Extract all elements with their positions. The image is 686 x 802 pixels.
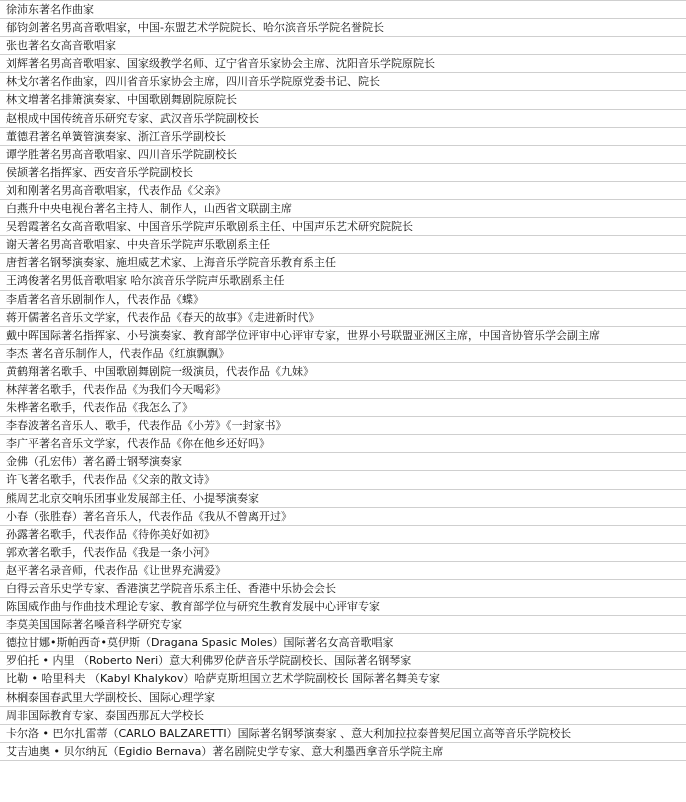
person-name: 徐沛东 bbox=[6, 3, 39, 16]
person-name: 郭欢 bbox=[6, 545, 28, 559]
person-description: 著名爵士钢琴演奏家 bbox=[83, 455, 182, 469]
person-description: 著名排箫演奏家、中国歌剧舞剧院原院长 bbox=[39, 93, 237, 107]
table-row bbox=[0, 417, 686, 435]
table-row bbox=[0, 363, 686, 381]
person-name: 李莫 bbox=[6, 618, 28, 632]
person-description: 著名剧院史学专家、意大利墨西拿音乐学院主席 bbox=[212, 744, 444, 758]
table-row bbox=[0, 345, 686, 363]
person-name: 艾吉迪奥 • 贝尔纳瓦（Egidio Bernava） bbox=[6, 744, 213, 758]
person-description: 著名男高音歌唱家，代表作品《父亲》 bbox=[39, 183, 226, 197]
person-name: 熊周艺 bbox=[6, 491, 39, 505]
person-description: 著名歌手，代表作品《我怎么了》 bbox=[28, 401, 193, 415]
person-description: 著名音乐制作人，代表作品《红旗飘飘》 bbox=[28, 346, 230, 360]
person-description: 中国传统音乐研究专家、武汉音乐学院副校长 bbox=[39, 111, 259, 125]
table-row bbox=[0, 562, 686, 580]
person-description: 国际教育专家、泰国西那瓦大学校长 bbox=[28, 708, 204, 722]
table-row bbox=[0, 634, 686, 652]
person-name: 小春（张胜春） bbox=[6, 509, 83, 523]
person-description: 著名男高音歌唱家、国家级教学名师、辽宁省音乐家协会主席、沈阳音乐学院原院长 bbox=[28, 57, 435, 71]
person-description: 美国国际著名嗓音科学研究专家 bbox=[28, 618, 182, 632]
person-description: 泰国春武里大学副校长、国际心理学家 bbox=[28, 690, 215, 704]
person-description: 著名男高音歌唱家，中国-东盟艺术学院院长、哈尔滨音乐学院名誉院长 bbox=[39, 21, 384, 35]
person-description: 著名钢琴演奏家、施坦威艺术家、上海音乐学院音乐教育系主任 bbox=[28, 256, 336, 270]
person-description: 著名作曲家，四川省音乐家协会主席，四川音乐学院原党委书记、院长 bbox=[39, 75, 380, 89]
person-description: 著名男高音歌唱家、四川音乐学院副校长 bbox=[39, 147, 237, 161]
table-row bbox=[0, 399, 686, 417]
table-row bbox=[0, 725, 686, 743]
person-name: 吴碧霞 bbox=[6, 220, 39, 234]
table-row bbox=[0, 670, 686, 688]
table-row bbox=[0, 73, 686, 91]
person-description: 意大利佛罗伦萨音乐学院副校长、国际著名钢琴家 bbox=[169, 654, 412, 668]
table-row bbox=[0, 218, 686, 236]
person-description: 著名音乐文学家，代表作品《你在他乡还好吗》 bbox=[39, 437, 270, 451]
person-description: 著名指挥家、西安音乐学院副校长 bbox=[28, 165, 193, 179]
table-row bbox=[0, 327, 686, 345]
table-row bbox=[0, 544, 686, 562]
person-name: 许飞 bbox=[6, 473, 28, 487]
person-description: 作曲与作曲技术理论专家、教育部学位与研究生教育发展中心评审专家 bbox=[39, 600, 380, 614]
person-description: 著名歌手、中国歌剧舞剧院一级演员，代表作品《九妹》 bbox=[39, 364, 314, 378]
person-description: 著名女高音歌唱家、中国音乐学院声乐歌剧系主任、中国声乐艺术研究院院长 bbox=[39, 220, 413, 234]
person-name: 孙露 bbox=[6, 527, 28, 541]
person-description: 著名音乐人、歌手，代表作品《小芳》《一封家书》 bbox=[39, 419, 287, 433]
table-row bbox=[0, 236, 686, 254]
person-description: 著名音乐人，代表作品《我从不曾离开过》 bbox=[83, 509, 292, 523]
person-name: 林榈 bbox=[6, 690, 28, 704]
person-description: 著名音乐文学家，代表作品《春天的故事》《走进新时代》 bbox=[39, 310, 320, 324]
person-name: 金佛（孔宏伟） bbox=[6, 455, 83, 469]
table-row bbox=[0, 580, 686, 598]
person-name: 白燕升 bbox=[6, 202, 39, 216]
table-row bbox=[0, 490, 686, 508]
person-description: 哈萨克斯坦国立艺术学院副校长 国际著名舞美专家 bbox=[194, 672, 440, 686]
person-name: 比勒 • 哈里科夫 （Kabyl Khalykov） bbox=[6, 672, 195, 686]
table-row bbox=[0, 526, 686, 544]
table-row bbox=[0, 254, 686, 272]
table-row bbox=[0, 291, 686, 309]
person-name: 刘和刚 bbox=[6, 183, 39, 197]
person-description: 著名男高音歌唱家、中央音乐学院声乐歌剧系主任 bbox=[28, 238, 270, 252]
table-row bbox=[0, 37, 686, 55]
person-description: 北京交响乐团事业发展部主任、小提琴演奏家 bbox=[39, 491, 259, 505]
person-name: 谢天 bbox=[6, 238, 28, 252]
person-description: 中央电视台著名主持人、制作人，山西省文联副主席 bbox=[39, 202, 292, 216]
person-name: 陈国威 bbox=[6, 600, 39, 614]
person-name: 侯颉 bbox=[6, 165, 28, 179]
person-description: 著名音乐剧制作人，代表作品《蝶》 bbox=[28, 292, 204, 306]
table-row bbox=[0, 652, 686, 670]
person-name: 刘辉 bbox=[6, 57, 28, 71]
person-description: 著名女高音歌唱家 bbox=[28, 39, 116, 53]
person-name: 卡尔洛 • 巴尔扎雷蒂（CARLO BALZARETTI） bbox=[6, 726, 238, 740]
table-row bbox=[0, 508, 686, 526]
person-description: 国际著名钢琴演奏家 、意大利加拉拉泰普契尼国立高等音乐学院校长 bbox=[237, 726, 572, 740]
table-row bbox=[0, 381, 686, 399]
table-row bbox=[0, 19, 686, 37]
table-row bbox=[0, 453, 686, 471]
person-name: 白得云 bbox=[6, 582, 39, 595]
person-name: 黄鹤翔 bbox=[6, 364, 39, 378]
person-name: 林萍 bbox=[6, 382, 28, 396]
person-name: 林文增 bbox=[6, 93, 39, 107]
person-name: 罗伯托 • 内里 （Roberto Neri） bbox=[6, 654, 170, 668]
person-description: 国际著名女高音歌唱家 bbox=[283, 636, 394, 650]
table-row bbox=[0, 689, 686, 707]
person-description: 著名单簧管演奏家、浙江音乐学副校长 bbox=[39, 129, 226, 143]
person-name: 李春波 bbox=[6, 419, 39, 433]
person-name: 唐哲 bbox=[6, 256, 28, 270]
table-row bbox=[0, 200, 686, 218]
person-name: 董德君 bbox=[6, 129, 39, 143]
person-name: 戴中晖 bbox=[6, 328, 39, 342]
person-description: 著名歌手，代表作品《待你美好如初》 bbox=[28, 527, 215, 541]
person-description: 著名录音师，代表作品《让世界充满爱》 bbox=[28, 563, 226, 577]
person-description: 著名作曲家 bbox=[39, 3, 94, 16]
person-name: 王鸿俊 bbox=[6, 274, 39, 288]
person-name: 李盾 bbox=[6, 292, 28, 306]
person-description: 音乐史学专家、香港演艺学院音乐系主任、香港中乐协会会长 bbox=[39, 582, 336, 595]
person-name: 赵平 bbox=[6, 563, 28, 577]
table-row bbox=[0, 471, 686, 489]
person-name: 李杰 bbox=[6, 346, 28, 360]
table-row bbox=[0, 182, 686, 200]
table-row bbox=[0, 128, 686, 146]
table-row bbox=[0, 598, 686, 616]
person-name: 郁钧剑 bbox=[6, 21, 39, 35]
table-row bbox=[0, 309, 686, 327]
person-description: 著名歌手，代表作品《父亲的散文诗》 bbox=[28, 473, 215, 487]
table-row bbox=[0, 1, 686, 19]
person-name: 林戈尔 bbox=[6, 75, 39, 89]
person-name: 周非 bbox=[6, 708, 28, 722]
table-row bbox=[0, 55, 686, 73]
person-description: 著名男低音歌唱家 哈尔滨音乐学院声乐歌剧系主任 bbox=[39, 274, 285, 288]
person-name: 赵根成 bbox=[6, 111, 39, 125]
person-name: 德拉甘娜•斯帕西奇•莫伊斯（Dragana Spasic Moles） bbox=[6, 636, 284, 650]
table-row bbox=[0, 110, 686, 128]
person-name: 蒋开儒 bbox=[6, 310, 39, 324]
table-row bbox=[0, 743, 686, 761]
table-row bbox=[0, 707, 686, 725]
person-description: 国际著名指挥家、小号演奏家、教育部学位评审中心评审专家，世界小号联盟亚洲区主席，中国音协管乐学会副主席 bbox=[39, 328, 600, 342]
table-row bbox=[0, 146, 686, 164]
table-row bbox=[0, 272, 686, 290]
person-name: 张也 bbox=[6, 39, 28, 53]
person-description: 著名歌手，代表作品《我是一条小河》 bbox=[28, 545, 215, 559]
person-name: 李广平 bbox=[6, 437, 39, 451]
table-row bbox=[0, 164, 686, 182]
person-description: 著名歌手，代表作品《为我们今天喝彩》 bbox=[28, 382, 226, 396]
table-row bbox=[0, 435, 686, 453]
person-name: 谭学胜 bbox=[6, 147, 39, 161]
table-row bbox=[0, 91, 686, 109]
table-row bbox=[0, 616, 686, 634]
person-name: 朱桦 bbox=[6, 401, 28, 415]
